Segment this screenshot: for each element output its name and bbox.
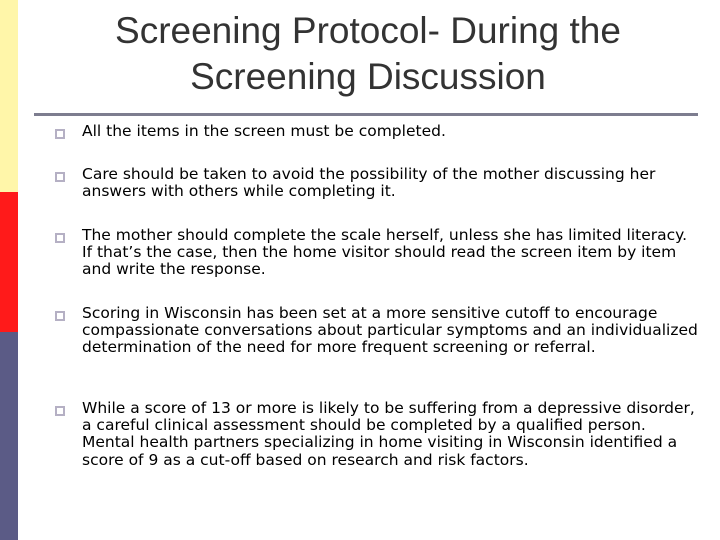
square-bullet-icon: [55, 172, 65, 182]
slide-title-line-2: Screening Discussion: [190, 56, 546, 97]
sidebar-red-segment: [0, 192, 18, 332]
square-bullet-icon: [55, 311, 65, 321]
square-bullet-icon: [55, 406, 65, 416]
square-bullet-icon: [55, 233, 65, 243]
title-divider: [34, 113, 698, 116]
sidebar-purple-segment: [0, 332, 18, 540]
decorative-sidebar: [0, 0, 18, 540]
square-bullet-icon: [55, 129, 65, 139]
sidebar-yellow-segment: [0, 0, 18, 192]
bullet-text: The mother should complete the scale herself, unless she has limited literacy. If that’s the case, then the home visitor should read the screen item by item and write the response.: [82, 226, 692, 279]
slide-title-line-1: Screening Protocol- During the: [115, 10, 621, 51]
bullet-text: All the items in the screen must be completed.: [82, 122, 446, 140]
slide-title: [40, 8, 696, 100]
bullet-text: While a score of 13 or more is likely to be suffering from a depressive disorder, a careful clinical assessment should be completed by a qualified person. Mental health partners specializing in home visiting in Wisconsin identified a score of 9 as a cut-off based on research and risk factors.: [82, 399, 700, 469]
bullet-text: Scoring in Wisconsin has been set at a more sensitive cutoff to encourage compassionate conversations about particular symptoms and an individualized determination of the need for more frequent screening or referral.: [82, 304, 703, 357]
bullet-text: Care should be taken to avoid the possibility of the mother discussing her answers with others while completing it.: [82, 165, 661, 201]
